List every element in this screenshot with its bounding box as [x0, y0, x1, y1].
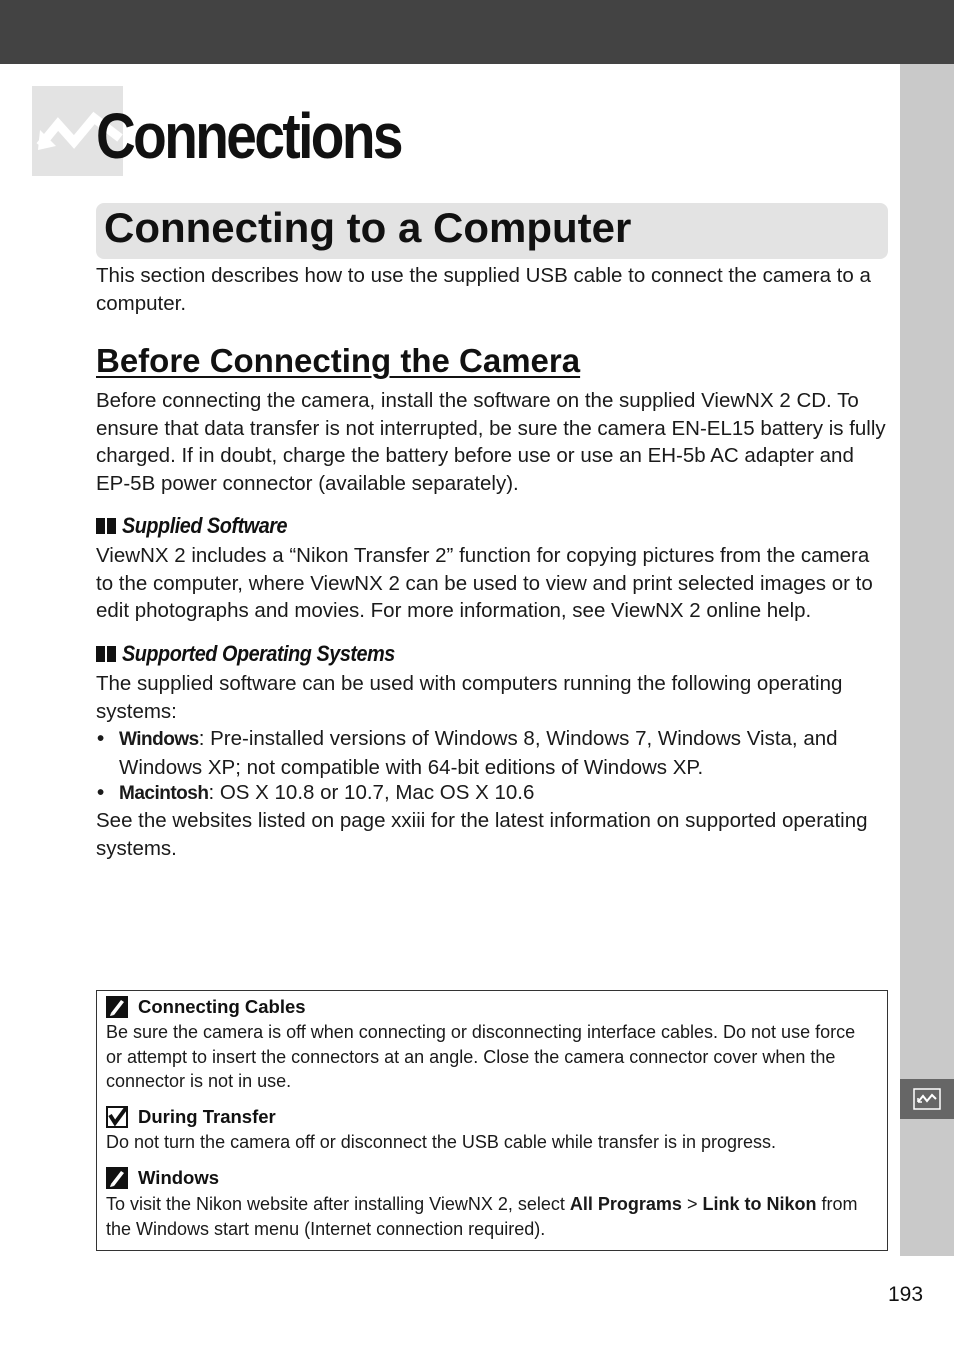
note-pencil-icon [106, 996, 128, 1018]
bullet-icon: • [97, 727, 105, 750]
list-item-text: : Pre-installed versions of Windows 8, Windows 7, Windows Vista, and Windows XP; not compatible with 64-bit editions of Windows XP. [119, 727, 838, 779]
before-connecting-paragraph: Before connecting the camera, install the software on the supplied ViewNX 2 CD. To ensure that data transfer is not interrupted, be sure the camera EN-EL15 battery is fully charged. If in doubt, charge the battery before use or use an EH-5b AC adapter and EP-5B power connector (available separately). [96, 389, 886, 495]
supplied-software-paragraph: ViewNX 2 includes a “Nikon Transfer 2” function for copying pictures from the camera to the computer, where ViewNX 2 can be used to view and print selected images or to edit photographs and movies. For more information, see ViewNX 2 online help. [96, 544, 873, 622]
note-during-transfer-text: Do not turn the camera off or disconnect the USB cable while transfer is in progress. [106, 1132, 776, 1152]
note-connecting-cables-text: Be sure the camera is off when connecting or disconnecting interface cables. Do not use force or attempt to insert the connectors at an angle. Close the camera connector cover when the connector is not in use. [106, 1022, 856, 1091]
note-during-transfer-heading [106, 1106, 276, 1128]
heading-marker-icon [96, 646, 118, 662]
caution-check-icon [106, 1106, 128, 1128]
menu-path-link-to-nikon: Link to Nikon [702, 1194, 817, 1214]
menu-path-all-programs: All Programs [569, 1194, 682, 1214]
note-title: Connecting Cables [138, 996, 306, 1017]
bullet-icon: • [97, 781, 105, 804]
list-item-text: : OS X 10.8 or 10.7, Mac OS X 10.6 [208, 781, 535, 804]
supported-os-heading [96, 641, 425, 667]
supplied-software-title: Supplied Software [122, 513, 288, 538]
list-item-term: Macintosh [119, 783, 209, 804]
list-item-term: Windows [119, 729, 199, 750]
note-title: Windows [138, 1167, 220, 1188]
supplied-software-heading [96, 513, 305, 539]
side-index-strip [900, 64, 954, 1256]
supported-os-paragraph: The supplied software can be used with computers running the following operating systems: [96, 672, 843, 723]
list-item [96, 779, 888, 808]
supported-os-title: Supported Operating Systems [122, 641, 395, 666]
note-windows-heading [106, 1167, 219, 1189]
chapter-title: Connections [96, 100, 401, 172]
list-item [96, 725, 888, 781]
top-bar [0, 0, 954, 64]
note-pencil-icon [106, 1167, 128, 1189]
connections-tab-icon [913, 1088, 941, 1110]
supported-os-footer: See the websites listed on page xxiii for the latest information on supported operating systems. [96, 809, 868, 860]
side-tab-connections[interactable] [900, 1079, 954, 1119]
page-number: 193 [888, 1283, 924, 1306]
note-connecting-cables-heading [106, 996, 306, 1018]
heading-marker-icon [96, 518, 118, 534]
intro-paragraph: This section describes how to use the supplied USB cable to connect the camera to a computer. [96, 264, 871, 315]
before-connecting-heading: Before Connecting the Camera [96, 342, 581, 379]
note-title: During Transfer [138, 1106, 276, 1127]
section-title: Connecting to a Computer [104, 204, 632, 251]
note-windows-text: To visit the Nikon website after installing ViewNX 2, select All Programs > Link to Nikon from the Windows start menu (Internet connection required). [106, 1194, 858, 1239]
